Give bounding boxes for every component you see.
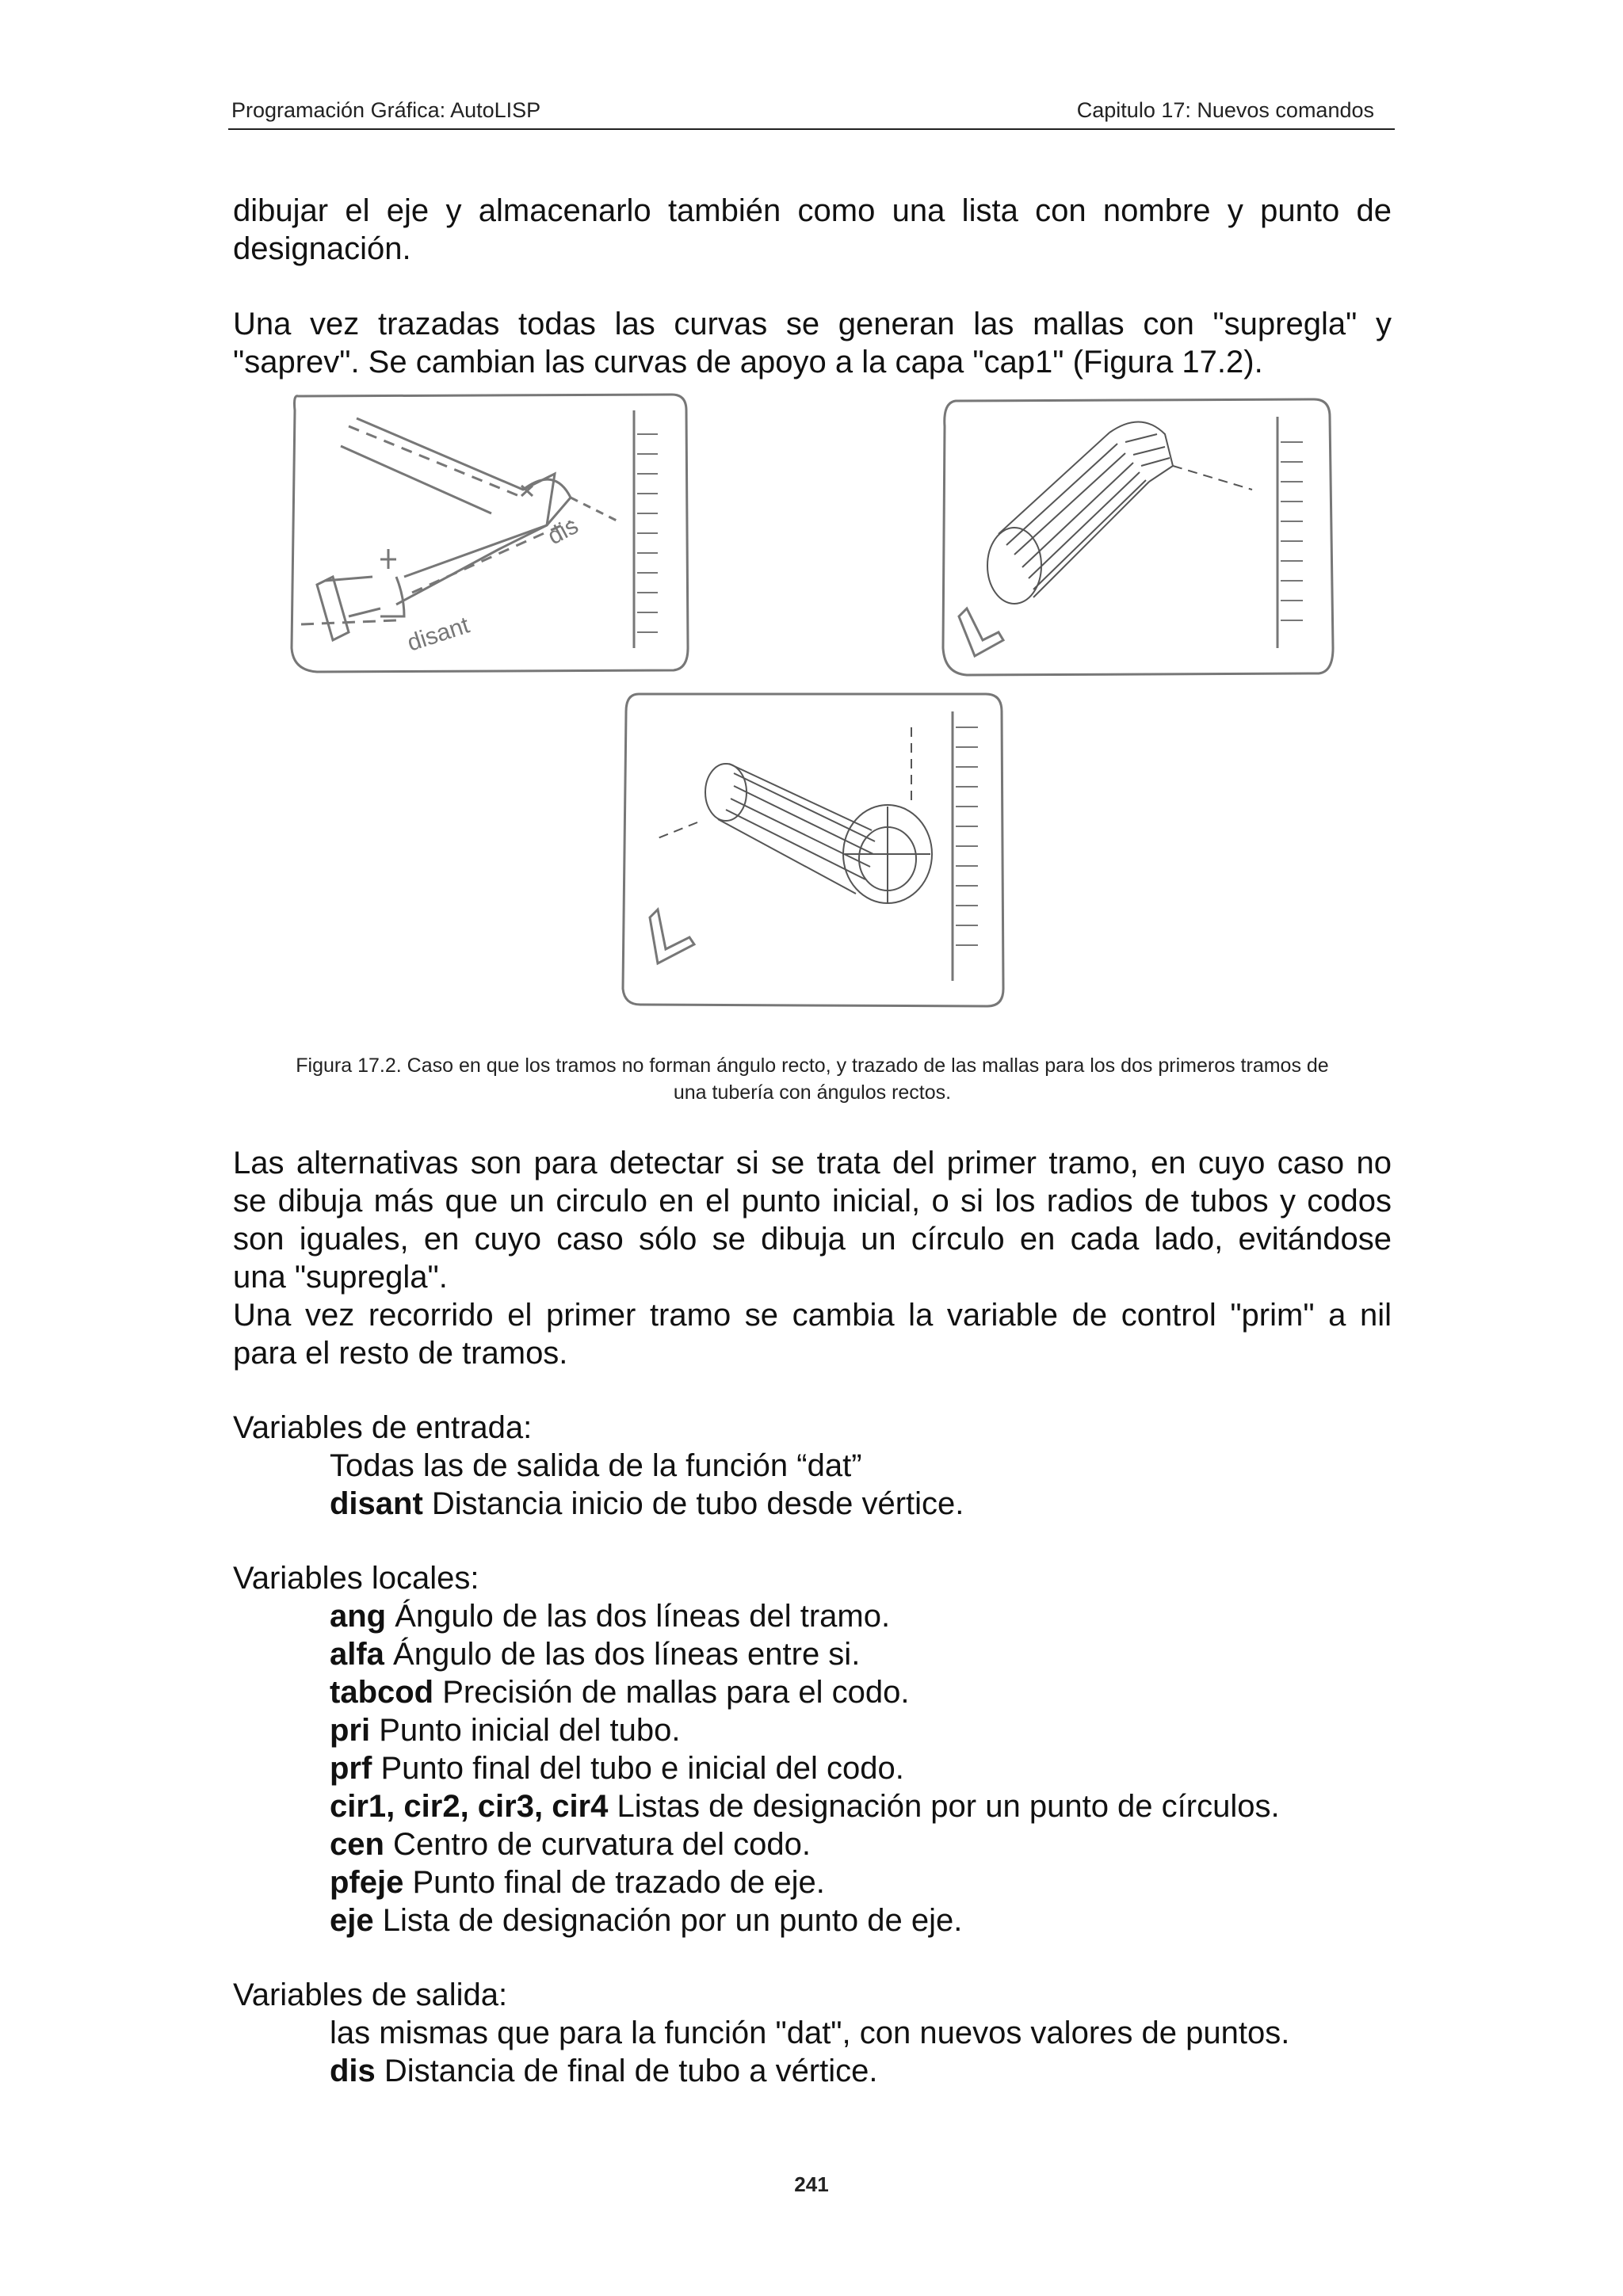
header-chapter-title: Capitulo 17: Nuevos comandos <box>1076 98 1374 122</box>
header-book-title: Programación Gráfica: AutoLISP <box>231 98 541 122</box>
var-name: cir1, cir2, cir3, cir4 <box>330 1789 609 1824</box>
figure-17-2 <box>285 379 1339 1020</box>
var-desc: Centro de curvatura del codo. <box>384 1827 812 1862</box>
page-header <box>228 93 1395 130</box>
intro-line-1: dibujar el eje y almacenarlo también como una lista con nombre y punto de <box>233 193 1392 228</box>
page-number: 241 <box>794 2172 829 2196</box>
entrada-item <box>330 1485 964 1523</box>
salida-line-1: las mismas que para la función "dat", con nuevos valores de puntos. <box>330 2016 1290 2050</box>
locales-item <box>330 1635 860 1673</box>
body-line-4: una "supregla". <box>233 1260 448 1295</box>
screen-2 <box>943 399 1333 675</box>
body-line-5: Una vez recorrido el primer tramo se cambia la variable de control "prim" a nil <box>233 1298 1392 1333</box>
locales-item <box>330 1863 825 1901</box>
var-name: disant <box>330 1486 423 1521</box>
body-line-3: son iguales, en cuyo caso sólo se dibuja un círculo en cada lado, evitándose <box>233 1222 1392 1257</box>
locales-item <box>330 1787 1280 1825</box>
screen-1 <box>292 395 688 672</box>
caption-line-2: una tubería con ángulos rectos. <box>673 1081 952 1104</box>
locales-item <box>330 1749 904 1787</box>
salida-title: Variables de salida: <box>233 1978 508 2012</box>
var-desc: Ángulo de las dos líneas entre si. <box>384 1637 861 1672</box>
intro-line-3: Una vez trazadas todas las curvas se generan las mallas con "supregla" y <box>233 307 1392 341</box>
intro-line-2: designación. <box>233 231 411 266</box>
screen-3 <box>623 694 1003 1006</box>
var-desc: Ángulo de las dos líneas del tramo. <box>386 1599 891 1634</box>
salida-item <box>330 2052 878 2090</box>
var-desc: Distancia de final de tubo a vértice. <box>375 2054 878 2088</box>
locales-item <box>330 1673 909 1711</box>
var-name: alfa <box>330 1637 384 1672</box>
var-name: pfeje <box>330 1865 404 1900</box>
var-name: prf <box>330 1751 372 1786</box>
intro-line-4: "saprev". Se cambian las curvas de apoyo a la capa "cap1" (Figura 17.2). <box>233 345 1263 379</box>
var-name: cen <box>330 1827 384 1862</box>
body-line-2: se dibuja más que un circulo en el punto inicial, o si los radios de tubos y codos <box>233 1184 1392 1219</box>
var-name: tabcod <box>330 1675 434 1710</box>
var-desc: Precisión de mallas para el codo. <box>433 1675 910 1710</box>
figure-drawing <box>285 379 1339 1020</box>
var-desc: Distancia inicio de tubo desde vértice. <box>422 1486 964 1521</box>
var-desc: Lista de designación por un punto de eje. <box>373 1903 963 1938</box>
var-desc: Punto final del tubo e inicial del codo. <box>372 1751 904 1786</box>
var-name: eje <box>330 1903 374 1938</box>
label-dis: dis <box>543 513 583 551</box>
locales-item <box>330 1825 811 1863</box>
var-name: ang <box>330 1599 387 1634</box>
entrada-line-1: Todas las de salida de la función “dat” <box>330 1448 862 1483</box>
label-disant: disant <box>403 612 473 657</box>
entrada-title: Variables de entrada: <box>233 1410 533 1445</box>
body-line-6: para el resto de tramos. <box>233 1336 568 1371</box>
var-desc: Punto inicial del tubo. <box>370 1713 681 1748</box>
var-name: dis <box>330 2054 376 2088</box>
var-name: pri <box>330 1713 371 1748</box>
var-desc: Listas de designación por un punto de círculos. <box>608 1789 1280 1824</box>
locales-title: Variables locales: <box>233 1561 479 1596</box>
locales-item <box>330 1711 681 1749</box>
body-line-1: Las alternativas son para detectar si se trata del primer tramo, en cuyo caso no <box>233 1146 1392 1180</box>
figure-caption <box>238 1052 1387 1106</box>
locales-item <box>330 1597 890 1635</box>
caption-line-1: Figura 17.2. Caso en que los tramos no forman ángulo recto, y trazado de las mallas para los dos primeros tramos de <box>296 1055 1329 1077</box>
var-desc: Punto final de trazado de eje. <box>403 1865 825 1900</box>
locales-item <box>330 1901 962 1939</box>
